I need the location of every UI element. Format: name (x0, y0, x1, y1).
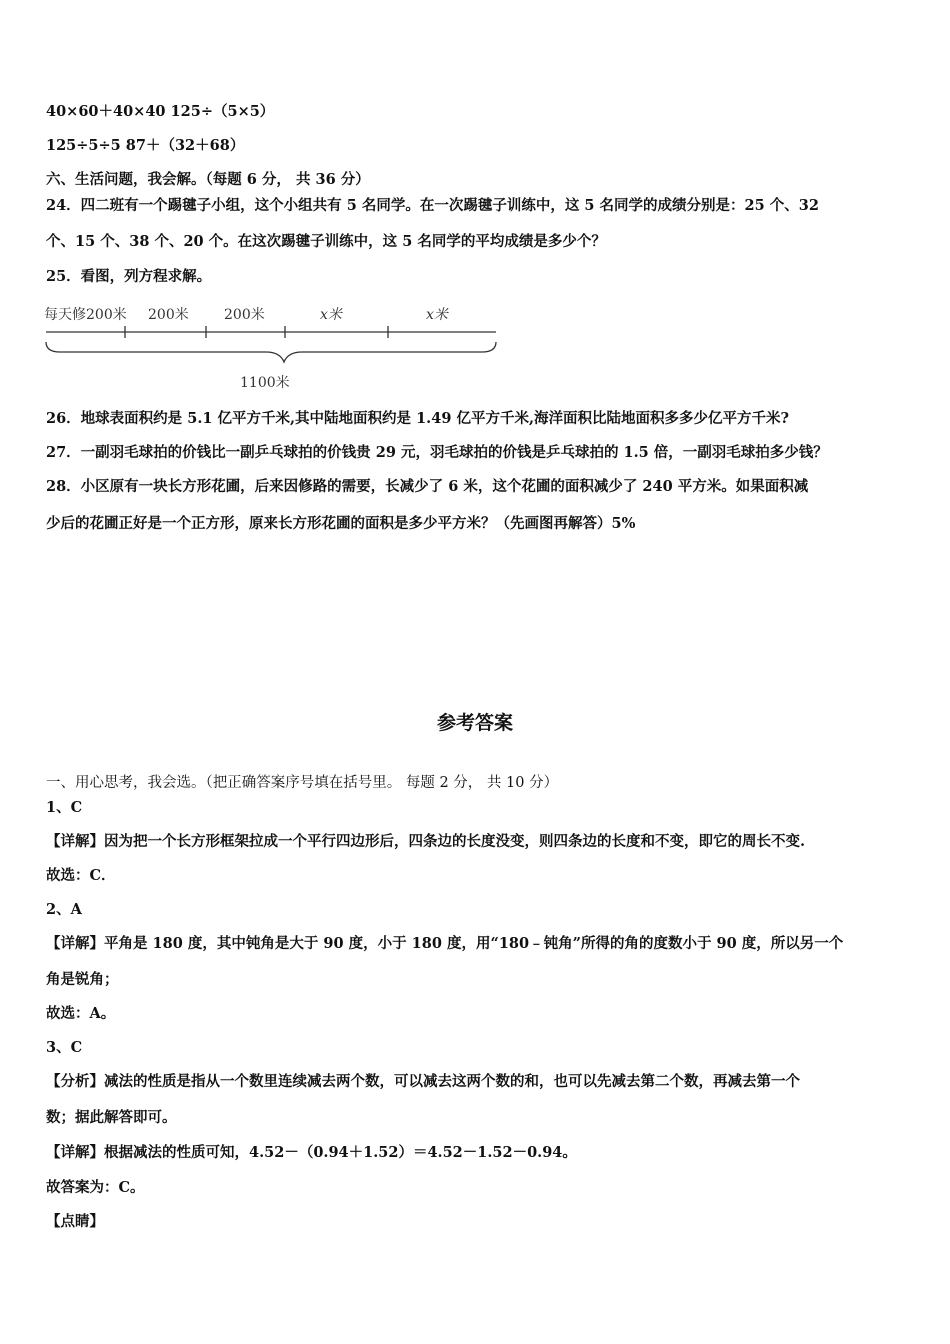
question-28-line-2: 少后的花圃正好是一个正方形，原来长方形花圃的面积是多少平方米？（先画图再解答）5% (46, 515, 636, 532)
answers-title: 参考答案 (436, 712, 513, 734)
segment-label-4: x米 (320, 307, 342, 323)
question-26: 26．地球表面积约是 5.1 亿平方千米,其中陆地面积约是 1.49 亿平方千米,海洋面积比陆地面积多多少亿平方千米? (46, 410, 790, 427)
road-diagram (40, 296, 510, 396)
answer-3-answer: 故答案为：C。 (46, 1179, 145, 1196)
answer-2-detail-line-1: 【详解】平角是 180 度，其中钝角是大于 90 度，小于 180 度，用“180﹣钝角”所得的角的度数小于 90 度，所以另一个 (46, 935, 844, 952)
question-24-line-2: 个、15 个、38 个、20 个。在这次踢毽子训练中，这 5 名同学的平均成绩是多少个？ (46, 233, 606, 250)
total-length-label: 1100米 (240, 375, 290, 391)
answer-1: 1、C (46, 799, 83, 816)
calc-line-2: 125÷5÷5 87＋（32＋68） (46, 137, 245, 154)
question-25: 25．看图，列方程求解。 (46, 268, 212, 285)
answers-section-1-heading: 一、用心思考，我会选。（把正确答案序号填在括号里。 每题 2 分， 共 10 分） (46, 775, 559, 791)
answer-1-detail: 【详解】因为把一个长方形框架拉成一个平行四边形后，四条边的长度没变，则四条边的长度和不变，即它的周长不变. (46, 833, 806, 850)
answer-1-choice: 故选：C． (46, 867, 116, 884)
answer-3-analysis-line-1: 【分析】减法的性质是指从一个数里连续减去两个数，可以减去这两个数的和，也可以先减去第二个数，再减去第一个 (46, 1073, 800, 1090)
answer-3: 3、C (46, 1039, 83, 1056)
calc-line-1: 40×60＋40×40 125÷（5×5） (46, 103, 275, 120)
question-27: 27．一副羽毛球拍的价钱比一副乒乓球拍的价钱贵 29 元，羽毛球拍的价钱是乒乓球拍的 1.5 倍，一副羽毛球拍多少钱？ (46, 444, 828, 461)
answer-2-detail-line-2: 角是锐角； (46, 971, 119, 988)
question-28-line-1: 28．小区原有一块长方形花圃，后来因修路的需要，长减少了 6 米，这个花圃的面积减少了 240 平方米。如果面积减 (46, 478, 809, 495)
answer-2: 2、A (46, 901, 82, 918)
section-6-heading: 六、生活问题，我会解。（每题 6 分， 共 36 分） (46, 171, 370, 188)
segment-label-5: x米 (426, 307, 448, 323)
answer-3-detail: 【详解】根据减法的性质可知，4.52－（0.94＋1.52）＝4.52－1.52－0.94。 (46, 1144, 577, 1161)
question-24-line-1: 24．四二班有一个踢毽子小组，这个小组共有 5 名同学。在一次踢毽子训练中，这 5 名同学的成绩分别是：25 个、32 (46, 197, 819, 214)
answer-3-comment: 【点睛】 (46, 1213, 104, 1230)
segment-label-2: 200米 (148, 307, 189, 323)
answer-3-analysis-line-2: 数；据此解答即可。 (46, 1109, 177, 1126)
answer-2-choice: 故选：A。 (46, 1005, 116, 1022)
brace (46, 342, 496, 362)
segment-label-1: 每天修200米 (44, 307, 127, 323)
segment-label-3: 200米 (224, 307, 265, 323)
